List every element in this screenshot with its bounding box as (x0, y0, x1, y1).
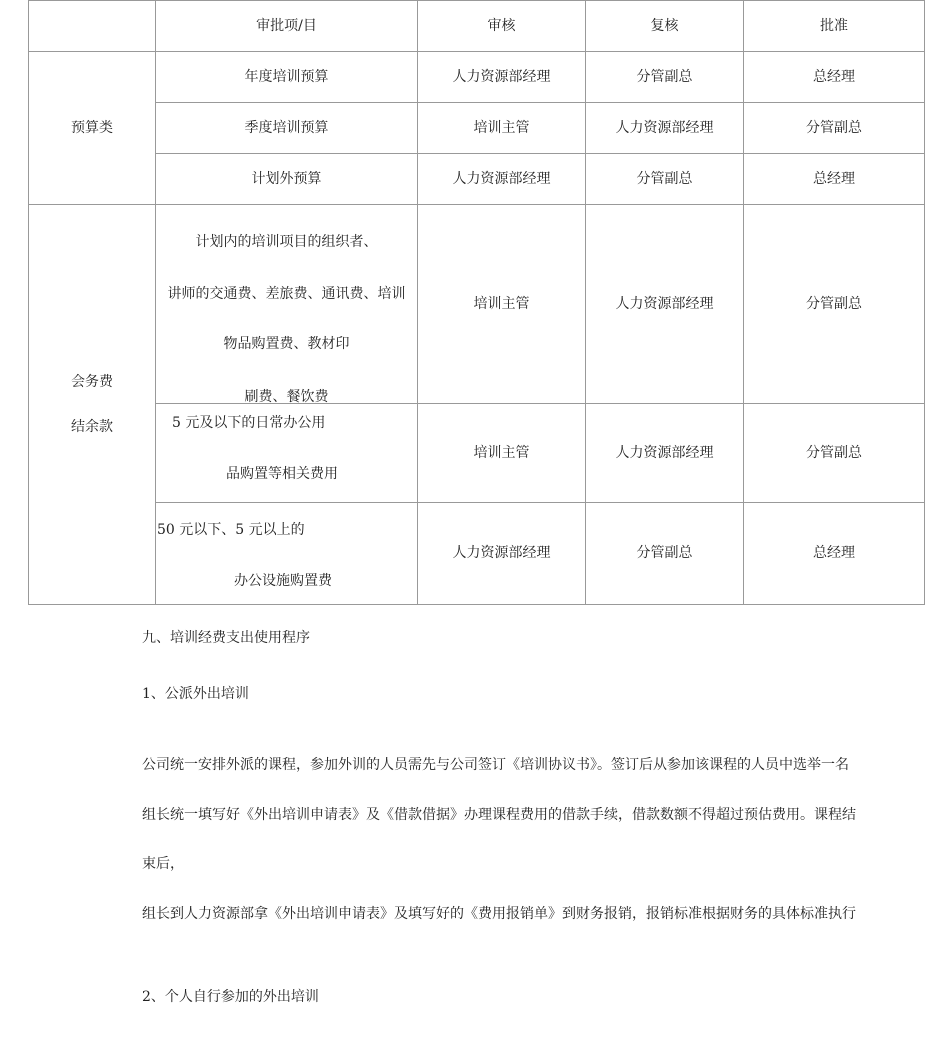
header-cell-item: 审批项/目 (156, 1, 418, 52)
table-row (29, 503, 925, 605)
item-line: 品购置等相关费用 (226, 466, 338, 482)
paragraph-line: 组长到人力资源部拿《外出培训申请表》及填写好的《费用报销单》到财务报销，报销标准根据财务的具体标准执行 (142, 906, 856, 922)
table-row (29, 404, 925, 503)
header-cell-review: 审核 (418, 1, 586, 52)
approve-cell: 总经理 (744, 154, 925, 205)
review-cell: 人力资源部经理 (418, 503, 586, 605)
item-cell-multiline (156, 205, 418, 404)
category-budget: 预算类 (29, 52, 156, 205)
review-cell: 培训主管 (418, 404, 586, 503)
approve-cell: 总经理 (744, 52, 925, 103)
category-expense (29, 205, 156, 605)
header-cell-empty (29, 1, 156, 52)
item-cell: 季度培训预算 (156, 103, 418, 154)
paragraph-line: 束后， (142, 856, 184, 872)
header-cell-recheck: 复核 (586, 1, 744, 52)
category-expense-line-1: 会务费 (71, 373, 113, 390)
paragraph-line: 组长统一填写好《外出培训申请表》及《借款借据》办理课程费用的借款手续，借款数额不得超过预估费用。课程结 (142, 807, 856, 823)
category-expense-line-2: 结余款 (71, 418, 113, 435)
item-cell: 年度培训预算 (156, 52, 418, 103)
recheck-cell: 分管副总 (586, 52, 744, 103)
subsection-title-1: 1、公派外出培训 (142, 686, 249, 702)
review-cell: 人力资源部经理 (418, 52, 586, 103)
recheck-cell: 分管副总 (586, 154, 744, 205)
item-line: 计划内的培训项目的组织者、 (195, 234, 378, 250)
approval-table (28, 0, 925, 605)
paragraph-line: 公司统一安排外派的课程，参加外训的人员需先与公司签订《培训协议书》。签订后从参加该课程的人员中选举一名 (142, 757, 849, 773)
review-cell: 人力资源部经理 (418, 154, 586, 205)
recheck-cell: 人力资源部经理 (586, 103, 744, 154)
subsection-title-2: 2、个人自行参加的外出培训 (142, 989, 319, 1005)
recheck-cell: 人力资源部经理 (586, 404, 744, 503)
review-cell: 培训主管 (418, 103, 586, 154)
item-line: 办公设施购置费 (234, 573, 332, 589)
approve-cell: 分管副总 (744, 205, 925, 404)
item-line: 物品购置费、教材印 (223, 336, 350, 352)
item-line: 刷费、餐饮费 (244, 389, 329, 405)
item-line: 50 元以下、5 元以上的 (157, 522, 305, 538)
approve-cell: 分管副总 (744, 404, 925, 503)
table-header-row (29, 1, 925, 52)
approve-cell: 分管副总 (744, 103, 925, 154)
item-cell-multiline (156, 503, 418, 605)
recheck-cell: 人力资源部经理 (586, 205, 744, 404)
table-row (29, 103, 925, 154)
approve-cell: 总经理 (744, 503, 925, 605)
review-cell: 培训主管 (418, 205, 586, 404)
item-line: 5 元及以下的日常办公用 (172, 415, 326, 431)
item-cell-multiline (156, 404, 418, 503)
item-line: 讲师的交通费、差旅费、通讯费、培训 (167, 286, 406, 302)
table-row (29, 205, 925, 404)
section-title: 九、培训经费支出使用程序 (142, 630, 310, 646)
table-row (29, 52, 925, 103)
header-cell-approve: 批准 (744, 1, 925, 52)
table-row (29, 154, 925, 205)
recheck-cell: 分管副总 (586, 503, 744, 605)
item-cell: 计划外预算 (156, 154, 418, 205)
